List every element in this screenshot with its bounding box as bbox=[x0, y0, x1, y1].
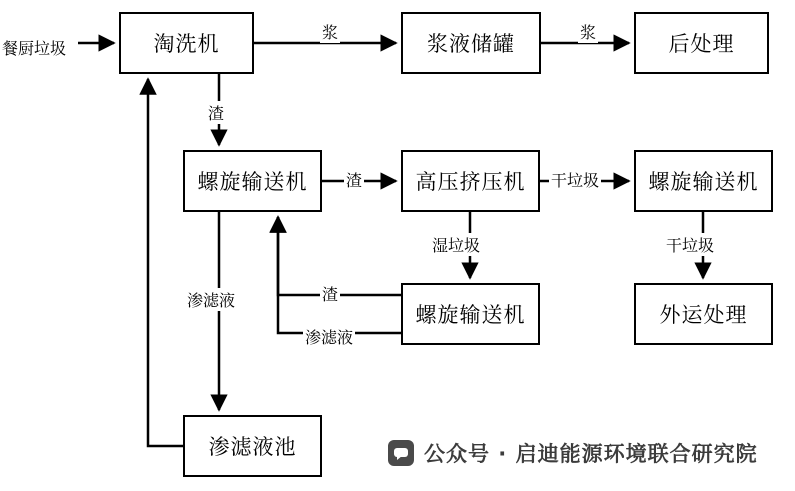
node-screw-conveyor-1[interactable]: 螺旋输送机 bbox=[183, 150, 322, 212]
node-post-process[interactable]: 后处理 bbox=[634, 12, 769, 74]
node-screw-conveyor-2[interactable]: 螺旋输送机 bbox=[634, 150, 773, 212]
node-screw-conveyor-3[interactable]: 螺旋输送机 bbox=[401, 283, 540, 345]
edge-label-dry-waste-2: 干垃圾 bbox=[664, 233, 716, 256]
edge-label-leachate-left: 渗滤液 bbox=[185, 288, 237, 311]
edge-label-slurry-2: 浆 bbox=[578, 20, 598, 43]
edge-label-leachate-mid: 渗滤液 bbox=[303, 325, 355, 348]
edge-label-residue-top: 渣 bbox=[206, 101, 226, 124]
edge-label-dry-waste-1: 干垃圾 bbox=[549, 168, 601, 191]
wechat-logo-icon bbox=[388, 440, 414, 466]
node-slurry-tank[interactable]: 浆液储罐 bbox=[401, 12, 541, 74]
edge-label-residue-mid: 渣 bbox=[344, 168, 364, 191]
edge-label-slurry-1: 浆 bbox=[320, 20, 340, 43]
edge-label-wet-waste: 湿垃圾 bbox=[430, 233, 482, 256]
node-high-pressure-press[interactable]: 高压挤压机 bbox=[401, 150, 540, 212]
node-washer[interactable]: 淘洗机 bbox=[119, 12, 254, 74]
watermark-text: 公众号 · 启迪能源环境联合研究院 bbox=[424, 442, 758, 466]
watermark bbox=[388, 438, 758, 468]
edge-label-kitchen-waste: 餐厨垃圾 bbox=[2, 39, 67, 58]
node-leachate-pool[interactable]: 渗滤液池 bbox=[183, 415, 322, 477]
node-external-treatment[interactable]: 外运处理 bbox=[634, 283, 773, 345]
edge-label-residue-low: 渣 bbox=[320, 282, 340, 305]
